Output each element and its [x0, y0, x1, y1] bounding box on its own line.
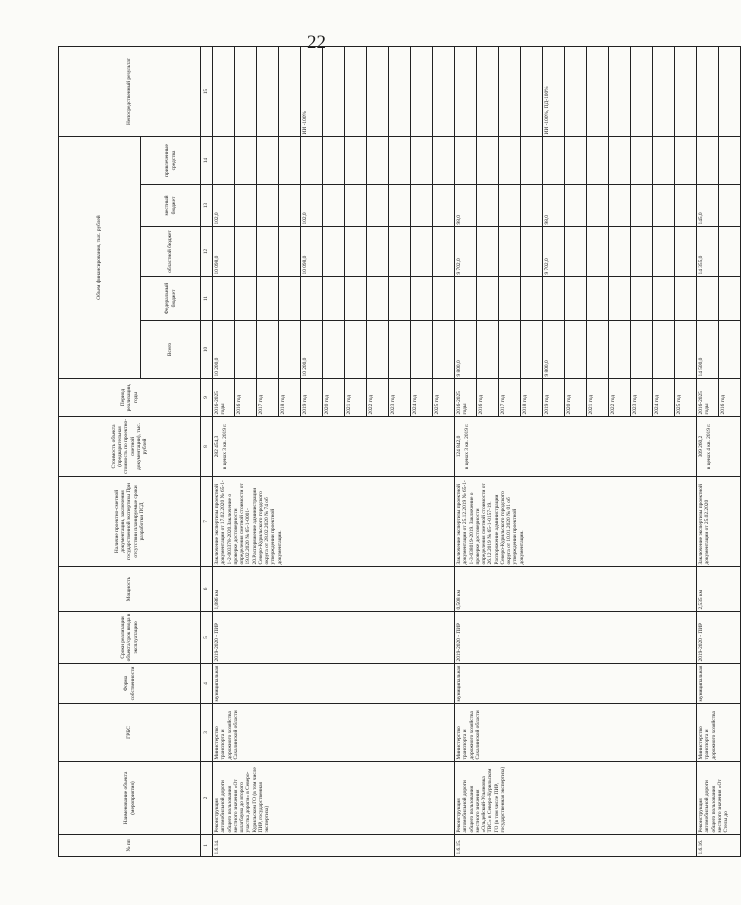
- period-cell: 2016-2025 годы: [455, 379, 477, 417]
- federal-cell: [719, 277, 741, 321]
- other-cell: [411, 137, 433, 185]
- period-cell: 2021 год: [345, 379, 367, 417]
- other-cell: [697, 137, 719, 185]
- local-cell: 145,0: [697, 185, 719, 227]
- period-cell: 2016 год: [235, 379, 257, 417]
- column-number: 15: [201, 47, 213, 137]
- column-number: 8: [201, 417, 213, 477]
- total-cell: [257, 321, 279, 379]
- federal-cell: [543, 277, 565, 321]
- federal-cell: [323, 277, 345, 321]
- result-cell: [367, 47, 389, 137]
- header-local: местный бюджет: [141, 185, 201, 227]
- column-number: 1: [201, 835, 213, 857]
- period-cell: 2018 год: [521, 379, 543, 417]
- table-row: [697, 47, 719, 857]
- total-cell: [411, 321, 433, 379]
- grbs-cell: Министерство транспорта и дорожного хозяйства Сахалинской области: [455, 704, 697, 762]
- period-cell: 2016-2025 годы: [697, 379, 719, 417]
- total-cell: [587, 321, 609, 379]
- period-cell: 2017 год: [257, 379, 279, 417]
- federal-cell: [213, 277, 235, 321]
- ownership-cell: муниципальная: [455, 664, 697, 704]
- local-cell: [609, 185, 631, 227]
- total-cell: [323, 321, 345, 379]
- total-cell: [565, 321, 587, 379]
- local-cell: [279, 185, 301, 227]
- period-cell: 2025 год: [433, 379, 455, 417]
- total-cell: [499, 321, 521, 379]
- cost-note: в ценах 3 кв. 2019 г.: [464, 423, 471, 470]
- table-row: [213, 47, 235, 857]
- ownership-cell: муниципальная: [213, 664, 455, 704]
- column-number: 13: [201, 185, 213, 227]
- period-cell: 2016 год: [719, 379, 741, 417]
- other-cell: [543, 137, 565, 185]
- other-cell: [675, 137, 697, 185]
- federal-cell: [389, 277, 411, 321]
- other-cell: [477, 137, 499, 185]
- federal-cell: [653, 277, 675, 321]
- object-name: Реконструкция автомобильной дороги общего пользования местного значения «От шлагбаума до второго участка дороги» в Северо-Курильском ГО (в том числе ПИР, государственная экспертиза): [213, 762, 455, 835]
- total-cell: [675, 321, 697, 379]
- total-cell: 9 800,0: [543, 321, 565, 379]
- total-cell: [631, 321, 653, 379]
- header-federal: Федеральный бюджет: [141, 277, 201, 321]
- local-cell: [565, 185, 587, 227]
- total-cell: [279, 321, 301, 379]
- local-cell: [411, 185, 433, 227]
- period-cell: 2021 год: [587, 379, 609, 417]
- cost-note: в ценах 3 кв. 2019 г.: [222, 423, 229, 470]
- other-cell: [433, 137, 455, 185]
- header-regional: областной бюджет: [141, 227, 201, 277]
- local-cell: [719, 185, 741, 227]
- column-number: 6: [201, 567, 213, 612]
- result-cell: ИИ -100%, ПД-100%: [543, 47, 565, 137]
- other-cell: [719, 137, 741, 185]
- federal-cell: [345, 277, 367, 321]
- result-cell: [653, 47, 675, 137]
- psd-cell: Заключение экспертизы проектной документации от 25.12.2019 № 65-1-1-3-038019-2019. Заключение о проверке достоверности определения сметной стоимости от 26.12.2019 № 65-1-0157-19. Распоряжение администрации Северо-Курильского городского округа от 10.01.2020 № 01 об утверждении проектной документации.: [455, 477, 697, 567]
- table-body: [213, 47, 741, 857]
- local-cell: [345, 185, 367, 227]
- local-cell: 102,0: [301, 185, 323, 227]
- result-cell: [587, 47, 609, 137]
- local-cell: [477, 185, 499, 227]
- result-cell: [213, 47, 235, 137]
- budget-table: [58, 46, 741, 857]
- federal-cell: [477, 277, 499, 321]
- federal-cell: [279, 277, 301, 321]
- other-cell: [521, 137, 543, 185]
- other-cell: [323, 137, 345, 185]
- header-period: Период реализации, годы: [59, 379, 201, 417]
- period-cell: 2023 год: [389, 379, 411, 417]
- period-cell: 2019 год: [301, 379, 323, 417]
- row-number: 1.6.15.: [455, 835, 697, 857]
- other-cell: [631, 137, 653, 185]
- other-cell: [213, 137, 235, 185]
- cost-note: в ценах 4 кв. 2019 г.: [706, 423, 713, 470]
- column-number: 12: [201, 227, 213, 277]
- result-cell: ИИ -100%: [301, 47, 323, 137]
- regional-cell: [609, 227, 631, 277]
- regional-cell: [477, 227, 499, 277]
- result-cell: [433, 47, 455, 137]
- regional-cell: 10 098,0: [213, 227, 235, 277]
- other-cell: [609, 137, 631, 185]
- local-cell: 98,0: [543, 185, 565, 227]
- header-financing: Объем финансирования, тыс. рублей: [59, 137, 141, 379]
- cost-cell: [213, 417, 455, 477]
- column-number: 7: [201, 477, 213, 567]
- column-number: 5: [201, 612, 213, 664]
- result-cell: [499, 47, 521, 137]
- header-total: Всего: [141, 321, 201, 379]
- header-num: № пп: [59, 835, 201, 857]
- result-cell: [345, 47, 367, 137]
- total-cell: [345, 321, 367, 379]
- column-number: 4: [201, 664, 213, 704]
- result-cell: [279, 47, 301, 137]
- regional-cell: [565, 227, 587, 277]
- period-cell: 2025 год: [675, 379, 697, 417]
- header-result: Непосредственный результат: [59, 47, 201, 137]
- other-cell: [345, 137, 367, 185]
- result-cell: [697, 47, 719, 137]
- federal-cell: [257, 277, 279, 321]
- period-cell: 2017 год: [499, 379, 521, 417]
- federal-cell: [609, 277, 631, 321]
- other-cell: [653, 137, 675, 185]
- other-cell: [587, 137, 609, 185]
- column-number: 9: [201, 379, 213, 417]
- local-cell: [631, 185, 653, 227]
- federal-cell: [235, 277, 257, 321]
- regional-cell: [521, 227, 543, 277]
- other-cell: [301, 137, 323, 185]
- terms-cell: 2019-2020 - ПИР: [455, 612, 697, 664]
- total-cell: [433, 321, 455, 379]
- period-cell: 2016-2025 годы: [213, 379, 235, 417]
- total-cell: 14 500,0: [697, 321, 719, 379]
- result-cell: [323, 47, 345, 137]
- psd-cell: Заключение экспертизы проектной документации от 25.02.2020: [697, 477, 741, 567]
- total-cell: [653, 321, 675, 379]
- regional-cell: [653, 227, 675, 277]
- header-ownership: Форма собственности: [59, 664, 201, 704]
- result-cell: [389, 47, 411, 137]
- column-number-row: [201, 47, 213, 857]
- regional-cell: [345, 227, 367, 277]
- federal-cell: [367, 277, 389, 321]
- period-cell: 2020 год: [323, 379, 345, 417]
- regional-cell: [433, 227, 455, 277]
- other-cell: [565, 137, 587, 185]
- total-cell: [719, 321, 741, 379]
- result-cell: [235, 47, 257, 137]
- other-cell: [455, 137, 477, 185]
- header-grbs: ГРБС: [59, 704, 201, 762]
- object-name: Реконструкция автомобильной дороги общего пользования местного значения «От Стелы до: [697, 762, 741, 835]
- result-cell: [257, 47, 279, 137]
- federal-cell: [411, 277, 433, 321]
- local-cell: [499, 185, 521, 227]
- header-psd: Наличие проектно-сметной документации, заключения государственной экспертизы При отсутствии планируемые сроки разработки ПСД: [59, 477, 201, 567]
- result-cell: [565, 47, 587, 137]
- regional-cell: 9 702,0: [543, 227, 565, 277]
- period-cell: 2024 год: [411, 379, 433, 417]
- psd-cell: Заключение экспертизы проектной документации от 17.02.2020 № 65-1-1-2-003378-2020.Заключение о проверке достоверности определения сметной стоимости от 19.02.2020 № 65-1-0001-20.Распоряжение администрации Северо-Курильского городского округа от 28.02.2020 № 74 об утверждении проектной документации.: [213, 477, 455, 567]
- local-cell: [433, 185, 455, 227]
- federal-cell: [499, 277, 521, 321]
- regional-cell: [323, 227, 345, 277]
- regional-cell: [389, 227, 411, 277]
- other-cell: [279, 137, 301, 185]
- federal-cell: [697, 277, 719, 321]
- federal-cell: [675, 277, 697, 321]
- local-cell: [587, 185, 609, 227]
- federal-cell: [587, 277, 609, 321]
- row-number: 1.6.16.: [697, 835, 741, 857]
- period-cell: 2018 год: [279, 379, 301, 417]
- total-cell: [521, 321, 543, 379]
- row-number: 1.6.14.: [213, 835, 455, 857]
- terms-cell: 2019-2020 - ПИР: [213, 612, 455, 664]
- local-cell: [521, 185, 543, 227]
- local-cell: [235, 185, 257, 227]
- other-cell: [367, 137, 389, 185]
- federal-cell: [455, 277, 477, 321]
- regional-cell: [675, 227, 697, 277]
- local-cell: 98,0: [455, 185, 477, 227]
- regional-cell: [367, 227, 389, 277]
- period-cell: 2023 год: [631, 379, 653, 417]
- regional-cell: [587, 227, 609, 277]
- result-cell: [455, 47, 477, 137]
- header-name: Наименование объекта (мероприятия): [59, 762, 201, 835]
- column-number: 10: [201, 321, 213, 379]
- capacity-cell: 2,535 км: [697, 567, 741, 612]
- result-cell: [675, 47, 697, 137]
- capacity-cell: 1,086 км: [213, 567, 455, 612]
- other-cell: [257, 137, 279, 185]
- federal-cell: [433, 277, 455, 321]
- regional-cell: [279, 227, 301, 277]
- total-cell: 10 200,0: [213, 321, 235, 379]
- cost-cell: [697, 417, 741, 477]
- period-cell: 2016 год: [477, 379, 499, 417]
- terms-cell: 2019-2020 - ПИР: [697, 612, 741, 664]
- cost-value: 124 842,0: [456, 435, 462, 458]
- total-cell: 10 200,0: [301, 321, 323, 379]
- period-cell: 2020 год: [565, 379, 587, 417]
- total-cell: [609, 321, 631, 379]
- header-cost: Стоимость объекта (предварительная стоимость по проектно-сметной документации), тыс. рублей: [59, 417, 201, 477]
- table-row: [455, 47, 477, 857]
- regional-cell: [235, 227, 257, 277]
- result-cell: [719, 47, 741, 137]
- regional-cell: [257, 227, 279, 277]
- local-cell: [675, 185, 697, 227]
- rotated-table-container: [58, 47, 730, 857]
- local-cell: [257, 185, 279, 227]
- regional-cell: [499, 227, 521, 277]
- object-name: Реконструкция автомобильной дороги общего пользования местного значения «Ольдейский-Ульяновка ТВС» в Северо-Курильском ГО (в том числе ПИР, государственная экспертиза): [455, 762, 697, 835]
- capacity-cell: 0,508 км: [455, 567, 697, 612]
- local-cell: [389, 185, 411, 227]
- period-cell: 2019 год: [543, 379, 565, 417]
- regional-cell: [411, 227, 433, 277]
- period-cell: 2024 год: [653, 379, 675, 417]
- column-number: 3: [201, 704, 213, 762]
- regional-cell: 14 355,0: [697, 227, 719, 277]
- page-number: 22: [307, 32, 326, 53]
- column-number: 11: [201, 277, 213, 321]
- other-cell: [389, 137, 411, 185]
- period-cell: 2022 год: [367, 379, 389, 417]
- result-cell: [631, 47, 653, 137]
- result-cell: [609, 47, 631, 137]
- result-cell: [521, 47, 543, 137]
- period-cell: 2022 год: [609, 379, 631, 417]
- regional-cell: [631, 227, 653, 277]
- result-cell: [477, 47, 499, 137]
- ownership-cell: муниципальная: [697, 664, 741, 704]
- other-cell: [499, 137, 521, 185]
- federal-cell: [631, 277, 653, 321]
- federal-cell: [301, 277, 323, 321]
- header-capacity: Мощность: [59, 567, 201, 612]
- column-number: 2: [201, 762, 213, 835]
- header-terms: Сроки реализации объекта/срок ввода в эксплуатацию: [59, 612, 201, 664]
- grbs-cell: Министерство транспорта и дорожного хозяйства Сахалинской области: [213, 704, 455, 762]
- total-cell: [367, 321, 389, 379]
- regional-cell: [719, 227, 741, 277]
- total-cell: [477, 321, 499, 379]
- other-cell: [235, 137, 257, 185]
- local-cell: [323, 185, 345, 227]
- regional-cell: 10 098,0: [301, 227, 323, 277]
- header-other: привлеченные средства: [141, 137, 201, 185]
- result-cell: [411, 47, 433, 137]
- cost-value: 282 454,3: [214, 435, 220, 458]
- regional-cell: 9 702,0: [455, 227, 477, 277]
- local-cell: 102,0: [213, 185, 235, 227]
- total-cell: 9 800,0: [455, 321, 477, 379]
- grbs-cell: Министерство транспорта и дорожного хозяйства: [697, 704, 741, 762]
- local-cell: [653, 185, 675, 227]
- total-cell: [235, 321, 257, 379]
- cost-value: 309 260,2: [698, 435, 704, 458]
- column-number: 14: [201, 137, 213, 185]
- local-cell: [367, 185, 389, 227]
- federal-cell: [521, 277, 543, 321]
- federal-cell: [565, 277, 587, 321]
- total-cell: [389, 321, 411, 379]
- cost-cell: [455, 417, 697, 477]
